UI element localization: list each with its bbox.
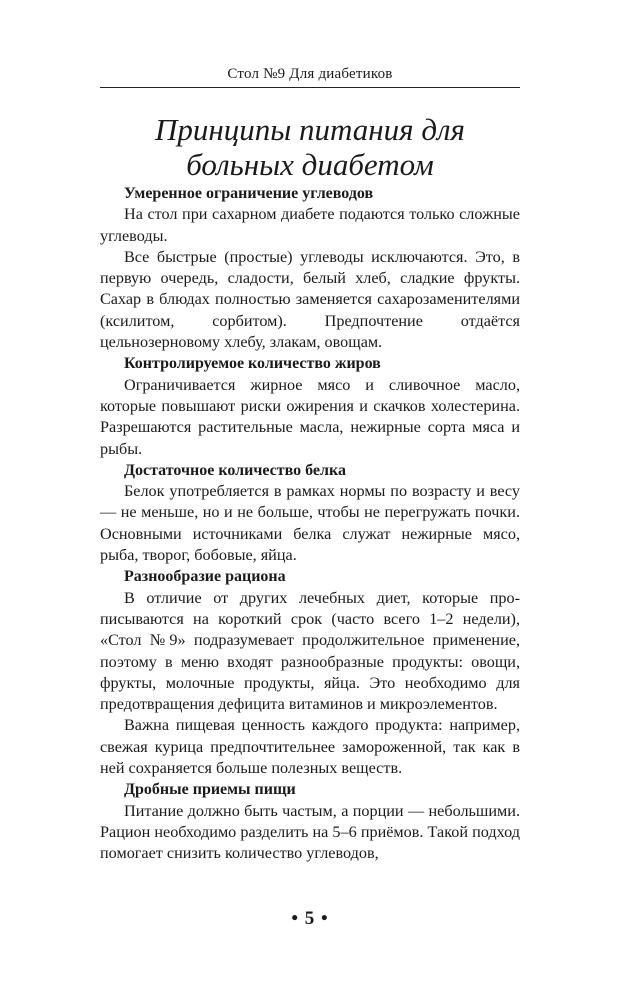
title-line-1: Принципы питания для [155,112,465,147]
title-line-2: больных диабетом [186,147,434,182]
paragraph: Важна пищевая ценность каждого продукта: например, свежая курица предпочтительнее замороженной, так как в ней сохраняется больше полезных веществ. [100,716,520,778]
paragraph: Белок употребляется в рамках нормы по возрасту и весу — не меньше, но и не больше, чтобы не перегружать почки. Основными источниками белка служат нежирные мясо, рыба, творог, бобовые, яйца. [100,482,520,565]
paragraph: Питание должно быть частым, а порции — небольшими. Рацион необходимо разделить на 5–6 приёмов. Такой подход помогает снизить количество углеводов, [100,801,520,863]
paragraph: Ограничивается жирное мясо и сливочное масло, которые повышают риски ожирения и скачков холестерина. Разрешаются растительные масла, нежирные сорта мяса и рыбы. [100,375,520,458]
page-title [100,112,520,182]
section-heading: Умеренное ограничение углеводов [124,185,374,202]
section-heading: Контролируемое количество жиров [124,355,381,373]
section-heading: Достаточное количество белка [124,461,346,479]
page-number: • 5 • [291,908,329,929]
body-text [100,183,520,865]
section-heading: Разнообразие рациона [124,568,286,586]
header-rule [100,87,520,88]
paragraph: Все быстрые (простые) углеводы исключаются. Это, в первую очередь, сладости, белый хлеб, сладкие фрукты. Сахар в блюдах полностью заменяется сахарозаменителями (ксилитом, сорбитом). Предпочтение отдаётся цельнозерновому хлебу, злакам, овощам. [100,247,520,352]
running-head: Стол №9 Для диабетиков [227,66,393,82]
section-heading: Дробные приемы пищи [124,781,296,799]
paragraph: В отличие от других лечебных диет, которые прописываются на короткий срок (часто всего 1–2 недели), «Стол №9» подразумевает продолжительное применение, поэтому в меню входят разнообразные продукты: овощи, фрукты, молочные продукты, яйца. Это необходимо для предотвращения дефицита витаминов и микроэлементов. [100,588,520,714]
paragraph: На стол при сахарном диабете подаются только сложные углеводы. [100,205,520,245]
